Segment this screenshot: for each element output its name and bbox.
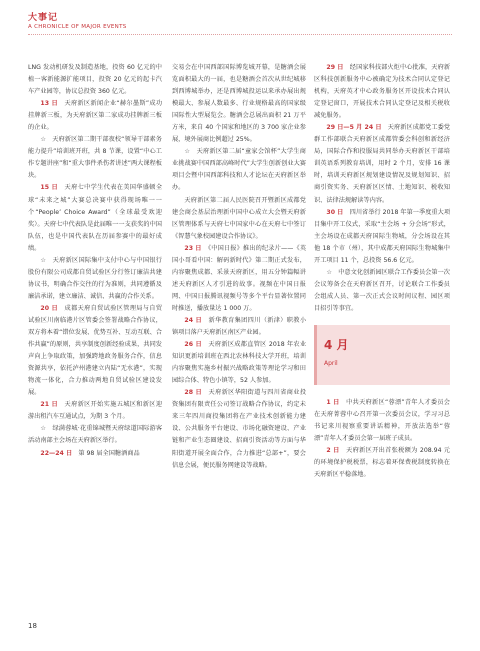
entry-text: 天府新区成都党工委党群工作部联合天府新区成都管委会科创和新经济局，国际合作和投服局共同举办天府新区干部培训英语系列教育培训，用时 2 个月，安排 16 课时，培训天府新区规划建设情况及规划知识、招商引资实务、天府新区区情、土地知识、税收知识、法律法规解读等内容。 xyxy=(314,124,451,204)
entry-text: LNG 发动机研发及制造基地，投资 60 亿元的中植一客新能源扩能项目，投资 20 亿元的起卡汽车产业园等，协议总投资 360 亿元。 xyxy=(28,64,162,96)
entry-text: 天府新区开出首张税额为 208.94 元的环境保护税税票，标志着环保费税制度转换在天府新区平稳落地。 xyxy=(314,447,450,479)
entry-date: 26 日 xyxy=(184,341,202,349)
chronicle-entry xyxy=(28,134,162,182)
chronicle-entry xyxy=(314,397,450,445)
entry-date: 20 日 xyxy=(40,304,59,312)
entry-date: 1 日 xyxy=(326,398,340,406)
section-subtitle: A CHRONICLE OF MAJOR EVENTS xyxy=(28,24,127,30)
text-column-3 xyxy=(314,62,450,481)
entry-text: 成都天府自贸试验区管理局与自贸试验区川南临港片区管委会签署战略合作协议，双方将本着“错位发展、优势互补、互动互联、合作共赢”的原则，共享制度创新经验成果，共同发声向上争取政策，加强跨地政务服务合作，信息资源共享，依托泸州港建立内陆“无水港”，实现物流一体化，合力推动两地自贸试验区建设发展。 xyxy=(28,304,163,397)
chronicle-entry xyxy=(172,315,306,339)
entry-text: 天府新区成都直管区 2018 年农业知识更新培训班在西北农林科技大学开班，培训内容聚焦实施乡村振兴战略政策等理论学习和田园综合体、特色小镇等，52 人参加。 xyxy=(172,341,307,385)
month-label: 4 月 xyxy=(324,337,349,352)
section-title: 大事记 xyxy=(28,13,59,23)
entry-text: 新华教育集团四川（新津）职教小镇项目落户天府新区南区产业园。 xyxy=(172,316,307,337)
entry-date: 29 日 xyxy=(326,64,344,71)
entry-text: 天府新区新闻企业“赫尔墨斯”成功挂牌新三板，为天府新区第二家成功挂牌新三板的企业。 xyxy=(28,100,163,132)
entry-text: 天府新区第二届“童家会馆杯”大学生商业挑战赛中国西部高峰时代”大学生创新创业大赛项目会暨中国西部科技和人才论坛在天府新区举办。 xyxy=(172,148,306,192)
chronicle-entry xyxy=(172,146,306,194)
chronicle-entry xyxy=(172,243,306,315)
chronicle-entry xyxy=(172,62,306,146)
chronicle-entry xyxy=(172,387,306,471)
entry-date: 24 日 xyxy=(184,316,203,324)
entry-text: 经国家科技部火炬中心批准，天府新区科技创新服务中心被确定为技术合同认定登记机构，天府英才中心政务服务区开设技术合同认定登记窗口，开展技术合同认定登记及相关税收减免服务。 xyxy=(314,64,451,120)
entry-text: 天府新区第二期干部夜校“领导干部素务能力提升”培训班开班，共 8 节课，设置“中心工作专题讲座”和“重大事件杀伤者讲述”两大课程板块。 xyxy=(28,136,162,180)
chronicle-entry xyxy=(314,207,450,267)
entry-date: 22—24 日 xyxy=(40,449,73,457)
chronicle-entry xyxy=(28,399,162,423)
entry-text: 中共天府新区“蓉漂”青年人才委员会在天府菁蓉中心召开第一次委员会议，学习习总书记来川视察重要讲话精神，开放法选举“蓉漂”青年人才委员会第一届班子成员。 xyxy=(314,398,450,443)
entry-text: 交易会在中国西部国际博览城开幕，是糖酒会展览面积最大的一届，也是糖酒会首次从世纪城移到西博城举办，还是西博城投运以来承办展出规模最大、参展人数最多、行业规格最高的国家级国际性大型展览会。糖酒会总展出面积 21 万平方米，来自 40 个国家和地区的 3 700 家企业参展，境外展商比例超过 25%。 xyxy=(172,64,306,144)
entry-text: 天府新区华阳街道与四川省商业投资集团有限责任公司签订战略合作协议，约定未来三年四川商投集团将在产业技术创新能力建设、公共服务平台建设、市场化融资建设、产业链和产业生态圈建设、招商引资活动等方面与华阳街道开展全面合作，合力推进“总部+”，要会信息会展，便民服务网建设等战略。 xyxy=(172,389,307,469)
page-number: 18 xyxy=(28,622,37,630)
entry-date: 30 日 xyxy=(326,208,344,216)
chronicle-entry xyxy=(28,182,162,254)
star-marker: ☆ xyxy=(326,268,332,276)
entry-date: 29 日—5 月 24 日 xyxy=(326,124,382,132)
entry-date: 28 日 xyxy=(184,389,203,397)
entry-text: 《中国日报》推出的纪录片——《英国小哥看中国：解码新时代》第二期正式发布，内容聚焦成都、采景天府新区，用五分钟篇幅讲述天府新区人才引进的故事。视频在中国日报网、中国日报腾讯视频号等多个平台显著位置同时推送，播放量达 1 000 万。 xyxy=(172,244,307,312)
star-marker: ☆ xyxy=(184,148,191,156)
entry-text: 天府新区第二届人民医院召开暨新区成都党建会商会基层治理新中国中心成立大会暨天府新区管理体系与天府七中国家中心在天府七中签订《智慧气象校园建设合作协议》。 xyxy=(172,196,306,240)
entry-text: 天府新区开始实施五城区和新区迎游出租汽车互通试点，为期 3 个月。 xyxy=(28,401,163,421)
text-column-1 xyxy=(28,62,162,460)
entry-date: 13 日 xyxy=(40,100,58,108)
text-column-2 xyxy=(172,62,306,472)
month-heading-box xyxy=(314,325,450,385)
chronicle-entry xyxy=(28,303,162,399)
entry-date: 2 日 xyxy=(326,447,340,455)
chronicle-entry xyxy=(314,62,450,122)
entry-date: 15 日 xyxy=(40,184,59,192)
chronicle-entry xyxy=(28,62,162,98)
header-divider xyxy=(28,34,452,35)
entry-text: 第 98 届全国糖酒商品 xyxy=(78,449,140,457)
entry-text: 中意文化创新园区联合工作委员会第一次会议筹备会在天府新区召开，讨论联合工作委员会组成人员、第一次正式会议时间议程、园区项目招引等事宜。 xyxy=(314,268,450,312)
chronicle-entry xyxy=(172,195,306,243)
entry-date: 21 日 xyxy=(40,401,59,409)
entry-text: 天府七中学生代表在美国华盛顿全球“未来之城”大赛总决赛中获得现场唯一一个“People’ Choice Award”（全球最受欢迎奖）。天府七中代表队是此届唯一一支获奖的中国队伍，也是中国代表队在历届参赛中的最好成绩。 xyxy=(28,184,163,252)
star-marker: ☆ xyxy=(40,256,47,264)
chronicle-entry xyxy=(28,448,162,460)
chronicle-entry xyxy=(314,122,450,206)
star-marker: ☆ xyxy=(40,425,47,433)
chronicle-entry xyxy=(314,267,450,315)
chronicle-entry xyxy=(28,423,162,447)
entry-text: 绿满蓉城·花重锦城暨天府绿道国际游客活动南部主会场在天府新区举行。 xyxy=(28,425,163,445)
chronicle-entry xyxy=(28,255,162,303)
page-header xyxy=(28,10,127,30)
chronicle-entry xyxy=(172,339,306,387)
entry-text: 四川省举行 2018 年第一季度重大项目集中开工仪式，采取“主会场 + 分会场”形式，主会场设在成都天府国际生物城，分会场设在其他 18 个市（州），其中成都天府国际生物城集中开工项目 11 个，总投资 56.6 亿元。 xyxy=(314,208,451,264)
entry-text: 天府新区国际集中支付中心与中国银行股份有限公司成都自贸试验区分行签订廉洁共建协议书，明确合作交往的行为准则，共同遵循及廉洁承诺，建立廉洁、诚信、共赢的合作关系。 xyxy=(28,256,162,300)
chronicle-entry xyxy=(28,98,162,134)
star-marker: ☆ xyxy=(40,136,47,144)
entry-date: 23 日 xyxy=(184,244,202,252)
chronicle-entry xyxy=(314,445,450,481)
month-sublabel: April xyxy=(324,359,338,367)
